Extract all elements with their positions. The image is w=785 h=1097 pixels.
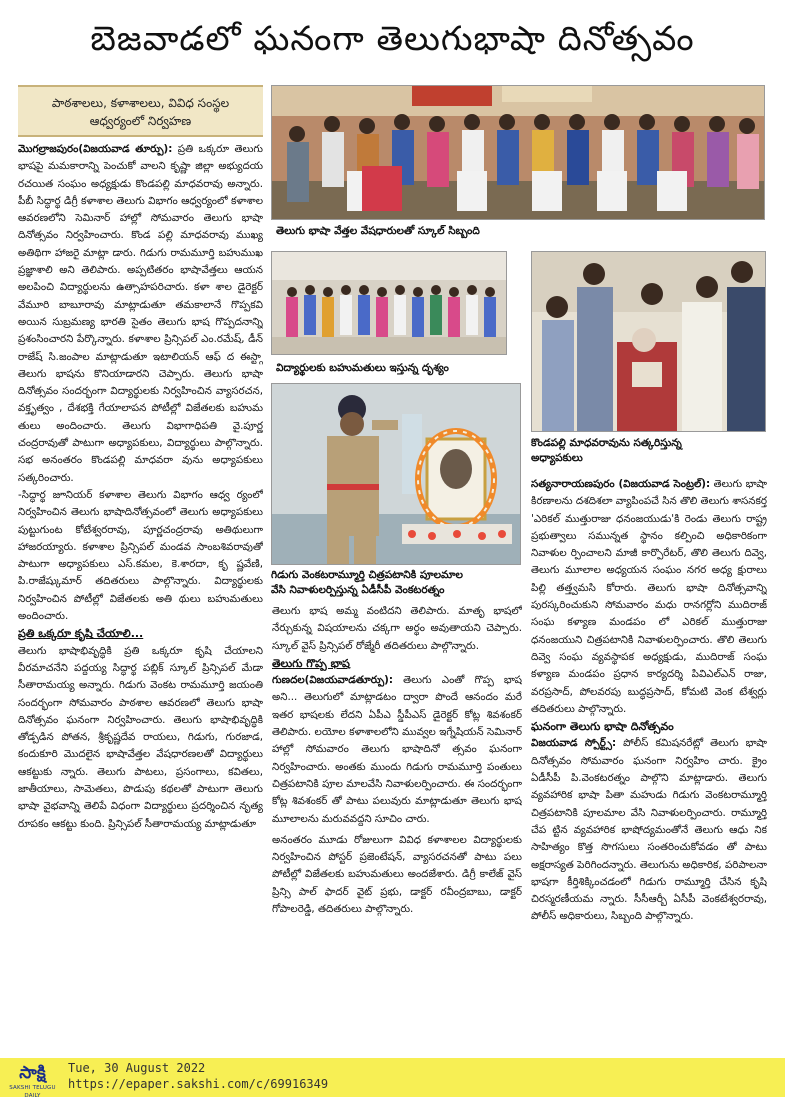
photo-school-staff-costumes <box>271 85 765 220</box>
article-left-para-2: -సిద్ధార్థ జూనియర్ కళాశాల తెలుగు విభాగం ఆధ్వ ర్యంలో నిర్వహించిన తెలుగు భాషాదినోత్సవంలో తెలుగు అధ్యాపకులు పుట్టుగుంట కోటేశ్వరరావు, పూర్ణచంద్రరావు అతిథులుగా హాజరయ్యారు. కళాశాల ప్రిన్సిపల్ మండవ సాంబశివరావుతో పాటుగా అధ్యాపకులు ఎస్.కమల, కె.శారదా, కృ ష్ణవేణి, పి.రాజేష్కుమార్ తదితరులు పాల్గొన్నారు. విద్యార్థులకు నిర్వహించిన పోటీల్లో విజేతలకు అతి థులు బహుమతులు అందించారు. <box>18 488 263 623</box>
footer-url-link[interactable]: https://epaper.sakshi.com/c/69916349 <box>68 1077 329 1091</box>
caption-photo-3-line-2: అధ్యాపకులు <box>531 452 583 464</box>
article-left-text-1: ప్రతి ఒక్కరూ తెలుగు భాషపై మమకారాన్ని పెంచుకో వాలని కృష్ణా జిల్లా అభ్యుదయ రచయిత సంఘం అధ్యక్షుడు కొండపల్లి మాధవరావు అన్నారు. పీబీ సిద్ధార్థ డిగ్రీ కళాశాల తెలుగు విభాగం ఆధ్వర్యంలో కళాశాల ఆవరణలోని సెమినార్ హాల్లో సోమవారం తెలుగు భాషా దినోత్సవం నిర్వహించారు. కొండ పల్లి మాధవరావు ముఖ్య అతిథిగా హాజరై మాట్లా డారు. గిడుగు రామమూర్తి బహుముఖ ప్రజ్ఞాశాలి అని తెలిపారు. అప్పటితరం భాషావేత్తలు ఆయన అలపించి విద్యార్థులను ఉత్సాహపరిచారు. కళా శాల డైరెక్టర్ వేమూరి బాబూరావు మాట్లాడుతూ తమకాలానే గొప్పకవి అయిన సుబ్రమణ్య భారతి సైతం తెలుగు భాష గొప్పదనాన్ని ప్రశంసించారని పేర్కొన్నారు. కళాశాల ప్రిన్సిపల్ ఎం.రమేష్, డీన్ రాజేష్ సి.జంపాల మాట్లాడుతూ ఇటాలియన్ ఆఫ్ ద ఈస్ట్గా తెలుగు భాషను కొనియాడారని చెప్పారు. తెలుగు భాషా దినోత్సవం సందర్భంగా విద్యార్థులకు నిర్వహించిన వ్యాసరచన, వక్తృత్వం , దేశభక్తి గేయాలాపన పోటీల్లో విజేతలకు బహుమ తులు అందించారు. తెలుగు విభాగాధిపతి వై.పూర్ణ చంద్రరావుతో పాటుగా అధ్యాపకులు, విద్యార్థులు పాల్గొన్నారు. సభ అనంతరం కొండపల్లి మాధవరా వును అధ్యాపకులు సత్కరించారు. <box>18 143 263 484</box>
article-left-para-1 <box>18 141 263 487</box>
photo-felicitation-art <box>532 252 766 432</box>
article-middle-column <box>272 603 522 1053</box>
article-right-para-2 <box>531 735 767 925</box>
article-right-text-2: పోలీస్ కమిషనరేట్లో తెలుగు భాషా దినోత్సవం సోమవారం ఘనంగా నిర్వహిం చారు. క్రైం ఏడీసీపీ పి.వెంకటరత్నం పాల్గొని మాట్లాడారు. తెలుగు వ్యవహారిక భాషా పితా మహుడు గిడుగు వెంకటరామ్మూర్తి చిత్రపటానికి పూలమాల వేసి నివాళులర్పించారు. రామ్మూర్తి చేప ట్టిన వ్యవహారిక భాషోద్యమంతోనే తెలుగు ఆధు నిక సాహిత్యం కొత్త సొగసులు సంతరించుకోవడం తో పాటు అక్షరాస్యత పెరిగిందన్నారు. తెలుగును అధికారిక, పరిపాలనా భాషగా కీర్తిశిక్కించడంలో గిడుగు రామ్మూర్తి చేసిన కృషి చిరస్మరణీయమ న్నారు. సీసీఆర్బీ ఏసీపీ వెంకటేశ్వరరావు, పోలీస్ అధికారులు, సిబ్బంది పాల్గొన్నారు. <box>531 737 767 923</box>
photo-prize-distribution <box>271 251 507 355</box>
subhead-line-2: ఆధ్వర్యంలో నిర్వహణ <box>89 114 192 128</box>
caption-photo-4 <box>271 568 526 598</box>
article-right-text-1: తెలుగు భాషా కిరణాలను దశదిశలా వ్యాపింపచే సిన తొలి తెలుగు శాసనకర్త 'ఎరికల్ ముత్తురాజు ధనంజయుడు'కి రెండు తెలుగు రాష్ట్ర ప్రభుత్వాలు సమున్నత స్థానం కల్పించి అధికారికంగా నివాళుల ర్పించాలని మాజీ కార్పొరేటర్, తొలి తెలుగు దివ్వె, తెలుగు మూలాల అధ్యయన సంఘం నగర అధ్య క్షురాలు పిల్లి తత్త్వమసి కోరారు. తెలుగు భాషా దినోత్సవాన్ని పురస్కరించుకుని సోమవారం మధు రానగర్లోని ముదిరాజ్ సంఘ కళ్యాణ మండపం లో ఎరికల్ ముత్తురాజు ధనంజయుని చిత్రపటానికి నివాళులర్పించారు. తొలి తెలుగు దివ్వె సంఘ వ్యవస్థాపక అధ్యక్షుడు, ముదిరాజ్ సంఘ కళ్యాణ మండపం ప్రధాన కార్యదర్శి పివిఎల్ఎన్ రాజు, వరప్రసాద్, పోలవరపు బుద్ధప్రసాద్, కోమటి వెంక టేశ్వర్లు తదితరులు పాల్గొన్నారు. <box>531 478 767 715</box>
caption-photo-2: విద్యార్థులకు బహుమతులు ఇస్తున్న దృశ్యం <box>276 362 449 374</box>
caption-photo-4-line-2: వేసి నివాళులర్పిస్తున్న ఏడీసీపీ వెంకటరత్నం <box>271 584 445 596</box>
article-right-dateline-2: విజయవాడ స్పోర్ట్స్: <box>531 737 617 750</box>
caption-photo-3-line-1: కొండపల్లి మాధవరావును సత్కరిస్తున్న <box>531 437 682 449</box>
page-headline: బెజవాడలో ఘనంగా తెలుగుభాషా దినోత్సవం <box>90 19 695 59</box>
article-left-dateline: మొగల్రాజపురం(విజయవాడ తూర్పు): <box>18 143 173 155</box>
article-middle-text-2: తెలుగు ఎంతో గొప్ప భాష అని... తెలుగులో మాట్లాడటం ద్వారా పొందే ఆనందం మరే ఇతర భాషలకు లేదని ఏపీఎ స్డీపీఎస్ డైరెక్టర్ కోట్ల శివశంకర్ తెలిపారు. లయోల కళాశాలలోని మువ్వల ఇగ్నేషియన్ సెమినార్ హాల్లో సోమవారం తెలుగు భాషాదినో త్సవం ఘనంగా నిర్వహించారు. అంతకు ముందు గిడుగు రామమూర్తి పంతులు చిత్రపటానికి పూల మాలవేసి నివాళులర్పించారు. ఈ సందర్భంగా కోట్ల శివశంకర్ తో పాటు పలువురు మాట్లాడుతూ తెలుగు భాష మూలాలను మరువవద్దని సూచిం చారు. <box>272 674 522 825</box>
caption-photo-3 <box>531 436 766 466</box>
sakshi-logo-subtext: SAKSHI TELUGU DAILY <box>9 1085 56 1097</box>
photo-felicitation <box>531 251 766 432</box>
sakshi-logo[interactable] <box>5 1063 60 1097</box>
footer-date: Tue, 30 August 2022 <box>68 1061 206 1075</box>
subhead-box <box>18 85 263 137</box>
article-right-section-title: ఘనంగా తెలుగు భాషా దినోత్సవం <box>531 720 674 734</box>
article-left-section-title: ప్రతి ఒక్కరూ కృషి చేయాలి... <box>18 627 144 641</box>
caption-photo-1: తెలుగు భాషా వేత్తల వేషధారులతో స్కూల్ సిబ్బంది <box>276 225 480 237</box>
article-middle-para-1: తెలుగు భాష అమ్మ వంటిదని తెలిపారు. మాతృ భాషలో నేర్చుకున్న విషయాలను చక్కగా అర్థం అవుతాయని చెప్పారు. స్కూల్ వైస్ ప్రిన్సిపల్ రోజ్మేరీ తదితరులు పాల్గొన్నారు. <box>272 605 522 652</box>
article-right-dateline: సత్యనారాయణపురం (విజయవాడ సెంట్రల్): <box>531 478 711 490</box>
sakshi-logo-text: సాక్షి <box>19 1063 46 1083</box>
article-right-column <box>531 476 767 1053</box>
photo-police-tribute-art <box>272 384 521 565</box>
article-right-para-1 <box>531 476 767 718</box>
article-middle-para-3: అనంతరం మూడు రోజులుగా వివిధ కళాశాలల విద్యార్థులకు నిర్వహించిన పోస్టర్ ప్రజెంటేషన్, వ్యాసరచనతో పాటు పలు పోటీల్లో విజేతలకు బహుమతులు అందజేశారు. డిగ్రీ కాలేజ్ వైస్ ప్రిన్సి పాల్ ఫాదర్ వైట్ ప్రభు, డాక్టర్ రవీంద్రబాబు, డాక్టర్ గోపాలరెడ్డి, తదితరులు పాల్గొన్నారు. <box>272 833 522 916</box>
article-middle-para-2 <box>272 672 522 828</box>
article-middle-section-title: తెలుగు గొప్ప భాష <box>272 656 350 670</box>
caption-photo-4-line-1: గిడుగు వెంకటరామ్మూర్తి చిత్రపటానికి పూలమాల <box>271 569 463 581</box>
photo-police-tribute <box>271 383 521 565</box>
article-left-para-3: తెలుగు భాషాభివృద్ధికి ప్రతి ఒక్కరూ కృషి చేయాలని వీరమాచనేని పద్దయ్య సిద్ధార్థ పబ్లిక్ స్కూల్ ప్రిన్సిపల్ మేడా సీతారామయ్య అన్నారు. గిడుగు వెంకట రామమూర్తి జయంతి సందర్భంగా సోమవారం పాఠశాల ఆవరణలో తెలుగు భాషా దినోత్సవం ఘనంగా నిర్వహించారు. తెలుగు భాషాభివృద్ధికి తోడ్పడిన పోతన, శ్రీకృష్ణదేవ రాయలు, గిడుగు, గురజాడ, కందుకూరి మొదలైన భాషావేత్తల వేషధారణలతో విద్యార్థులు ఆకట్టుకు న్నారు. తెలుగు పాటలు, ప్రసంగాలు, కవితలు, జాతీయాలు, సామెతలు, పొడుపు కథలతో పాటుగా తెలుగు భాషా వైభవాన్ని తెలిపే విధంగా విద్యార్థులు ప్రదర్శించిన నృత్య రూపకం ఆకట్టు కుంది. ప్రిన్సిపల్ సీతారామయ్య మాట్లాడుతూ <box>18 644 263 830</box>
article-middle-dateline: గుణదల(విజయవాడతూర్పు): <box>272 674 393 687</box>
subhead-line-1: పాఠశాలలు, కళాశాలలు, వివిధ సంస్థల <box>51 96 230 110</box>
footer-bar <box>0 1058 785 1097</box>
photo-school-staff-costumes-art <box>272 86 765 220</box>
photo-prize-distribution-art <box>272 252 507 355</box>
article-left-column <box>18 141 263 1053</box>
